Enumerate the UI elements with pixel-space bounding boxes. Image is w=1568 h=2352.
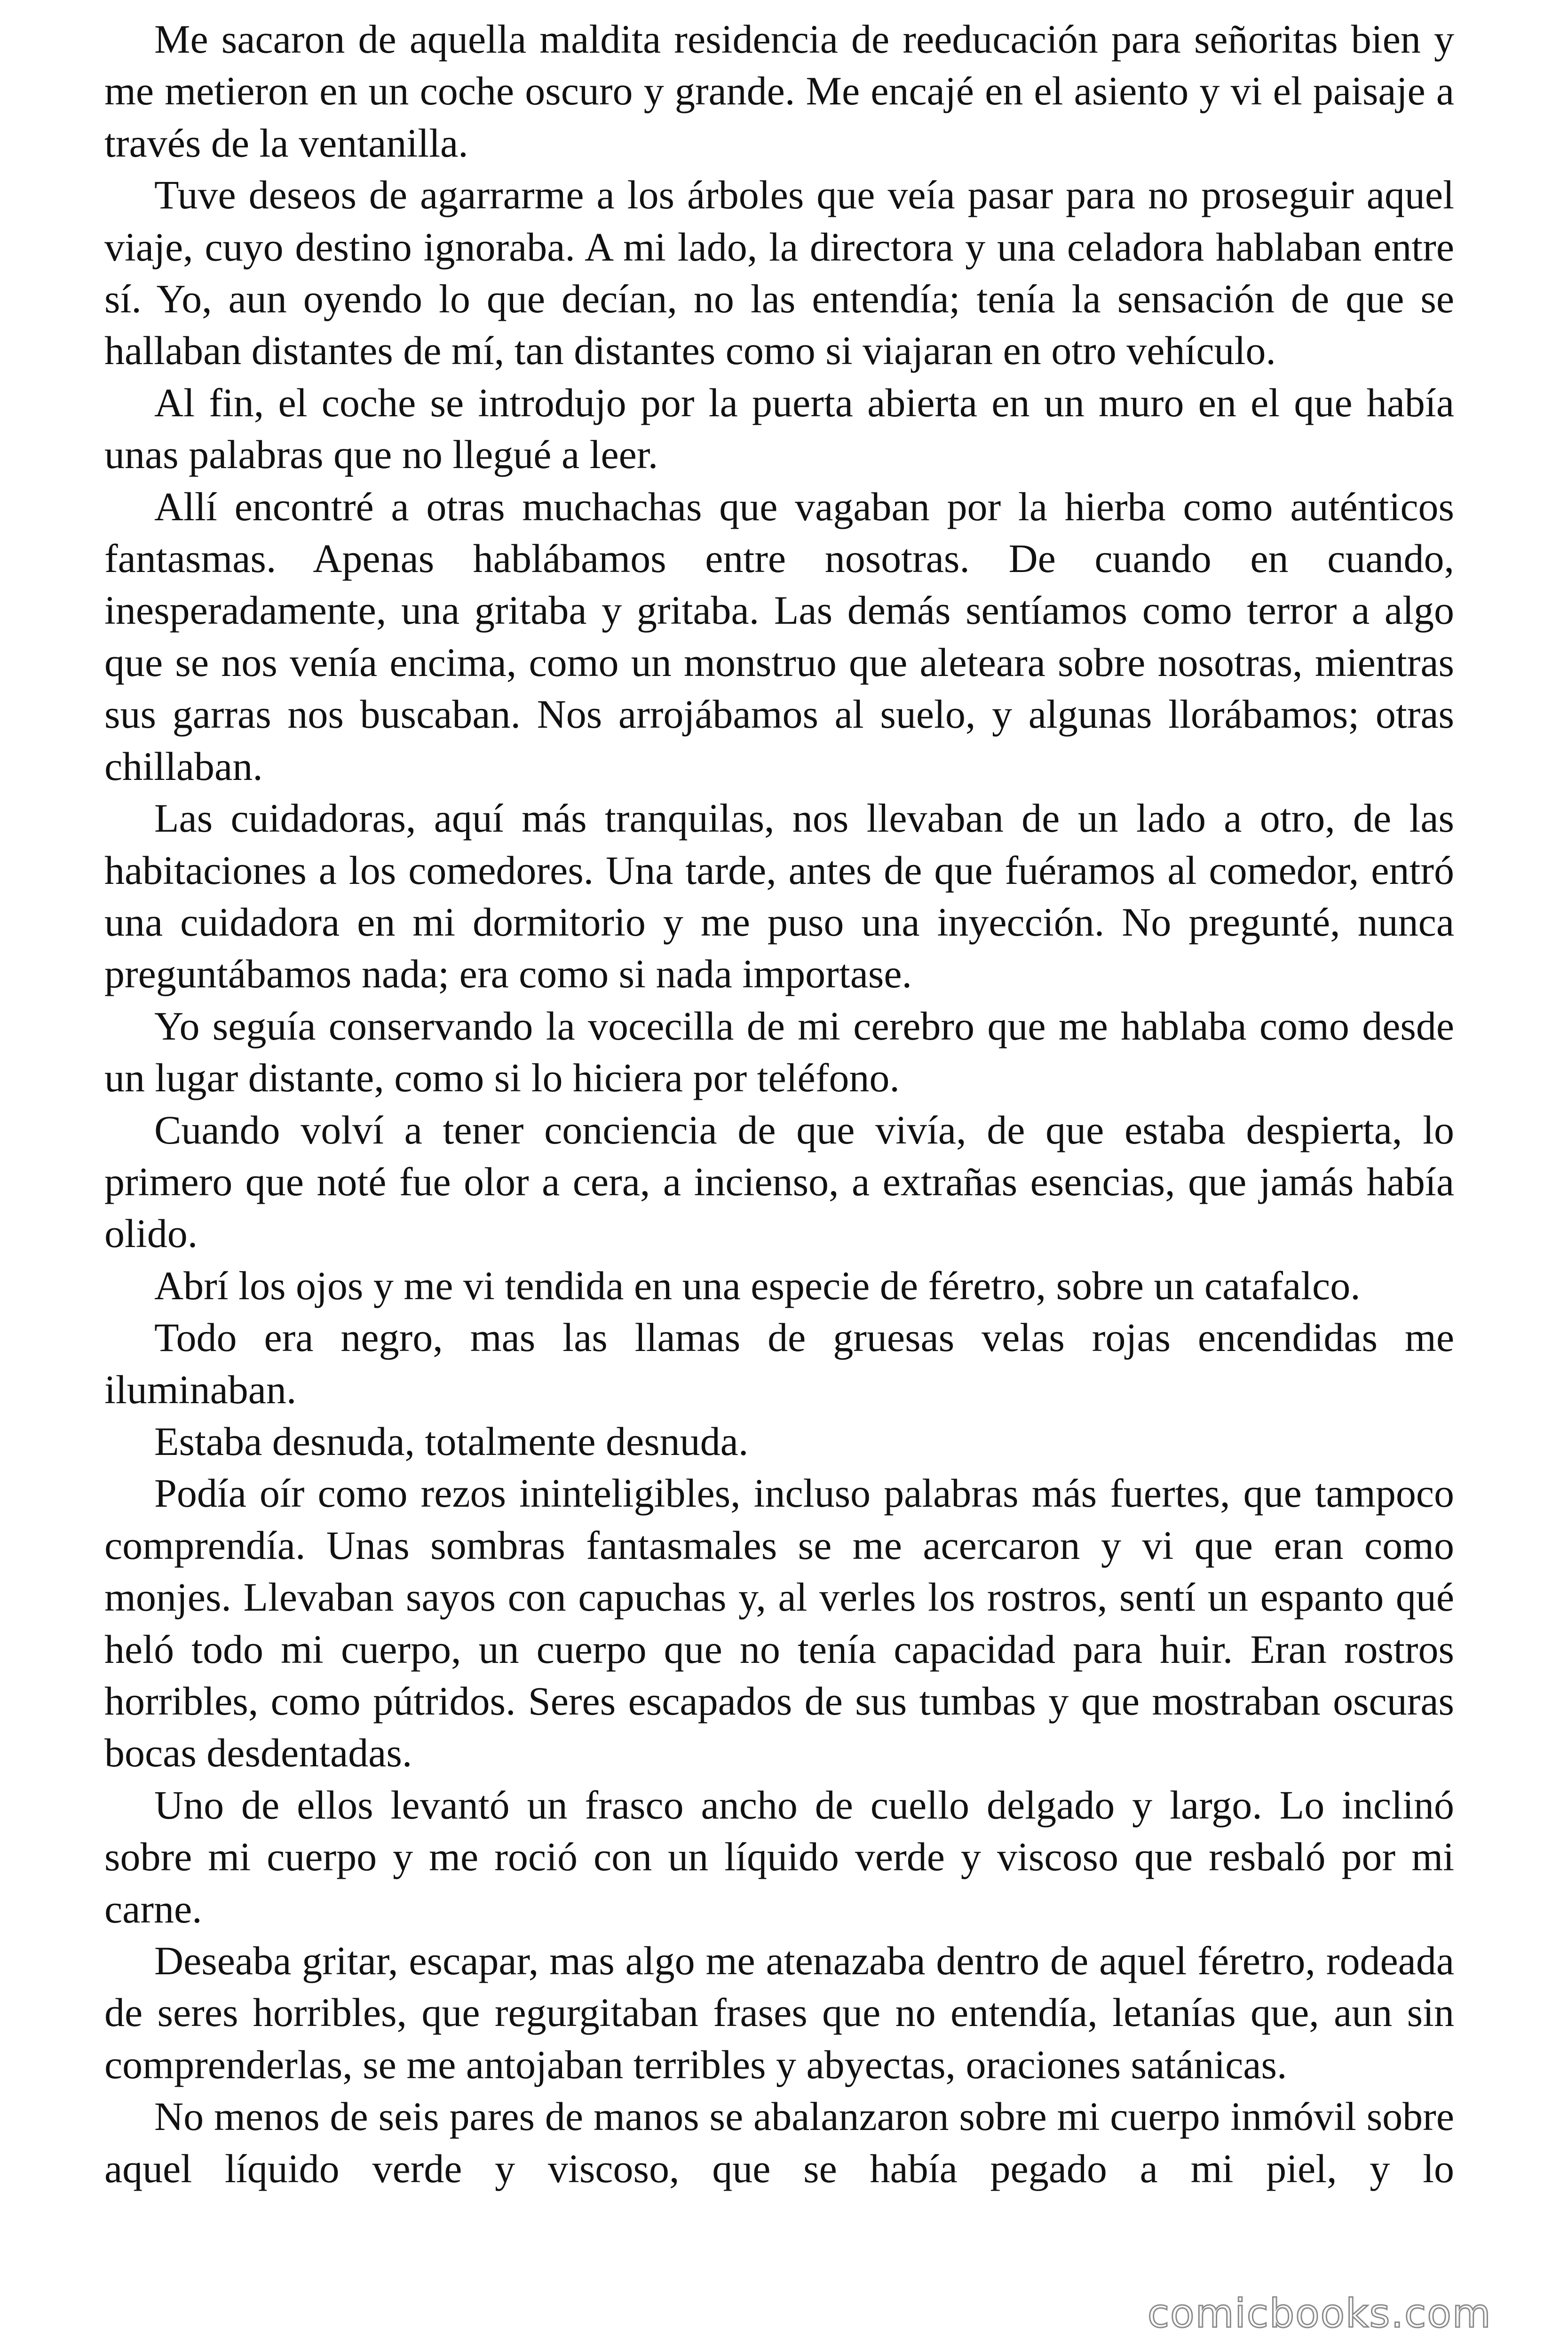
paragraph-6: Yo seguía conservando la vocecilla de mi cerebro que me hablaba como desde un lugar distante, como si lo hiciera por teléfono.: [104, 1003, 1454, 1101]
paragraph-2: Tuve deseos de agarrarme a los árboles que veía pasar para no proseguir aquel viaje, cuyo destino ignoraba. A mi lado, la directora y una celadora hablaban entre sí. Yo, aun oyendo lo que decían, no las entendía; tenía la sensación de que se hallaban distantes de mí, tan distantes como si viajaran en otro vehículo.: [104, 172, 1454, 373]
paragraph-14: No menos de seis pares de manos se abalanzaron sobre mi cuerpo inmóvil sobre aquel líquido verde y viscoso, que se había pegado a mi piel, y lo: [104, 2094, 1454, 2191]
paragraph-5: Las cuidadoras, aquí más tranquilas, nos llevaban de un lado a otro, de las habitaciones a los comedores. Una tarde, antes de que fuéramos al comedor, entró una cuidadora en mi dormitorio y me puso una inyección. No pregunté, nunca preguntábamos nada; era como si nada importase.: [104, 795, 1454, 997]
document-page: [104, 13, 1454, 2194]
paragraph-11: Podía oír como rezos ininteligibles, incluso palabras más fuertes, que tampoco comprendía. Unas sombras fantasmales se me acercaron y vi que eran como monjes. Llevaban sayos con capuchas y, al verles los rostros, sentí un espanto qué heló todo mi cuerpo, un cuerpo que no tenía capacidad para huir. Eran rostros horribles, como pútridos. Seres escapados de sus tumbas y que mostraban oscuras bocas desdentadas.: [104, 1470, 1454, 1776]
paragraph-8: Abrí los ojos y me vi tendida en una especie de féretro, sobre un catafalco.: [154, 1263, 1361, 1308]
paragraph-3: Al fin, el coche se introdujo por la puerta abierta en un muro en el que había unas palabras que no llegué a leer.: [104, 380, 1454, 477]
paragraph-9: Todo era negro, mas las llamas de gruesas velas rojas encendidas me iluminaban.: [104, 1315, 1454, 1412]
paragraph-7: Cuando volví a tener conciencia de que vivía, de que estaba despierta, lo primero que noté fue olor a cera, a incienso, a extrañas esencias, que jamás había olido.: [104, 1107, 1454, 1256]
paragraph-1: Me sacaron de aquella maldita residencia de reeducación para señoritas bien y me metieron en un coche oscuro y grande. Me encajé en el asiento y vi el paisaje a través de la ventanilla.: [104, 16, 1454, 166]
paragraph-4: Allí encontré a otras muchachas que vagaban por la hierba como auténticos fantasmas. Apenas hablábamos entre nosotras. De cuando en cuando, inesperadamente, una gritaba y gritaba. Las demás sentíamos como terror a algo que se nos venía encima, como un monstruo que aleteara sobre nosotras, mientras sus garras nos buscaban. Nos arrojábamos al suelo, y algunas llorábamos; otras chillaban.: [104, 484, 1454, 789]
paragraph-12: Uno de ellos levantó un frasco ancho de cuello delgado y largo. Lo inclinó sobre mi cuerpo y me roció con un líquido verde y viscoso que resbaló por mi carne.: [104, 1782, 1454, 1931]
paragraph-10: Estaba desnuda, totalmente desnuda.: [154, 1418, 749, 1464]
paragraph-13: Deseaba gritar, escapar, mas algo me atenazaba dentro de aquel féretro, rodeada de seres horribles, que regurgitaban frases que no entendía, letanías que, aun sin comprenderlas, se me antojaban terribles y abyectas, oraciones satánicas.: [104, 1938, 1454, 2087]
watermark-logo: comicbooks.com: [1148, 2290, 1492, 2336]
